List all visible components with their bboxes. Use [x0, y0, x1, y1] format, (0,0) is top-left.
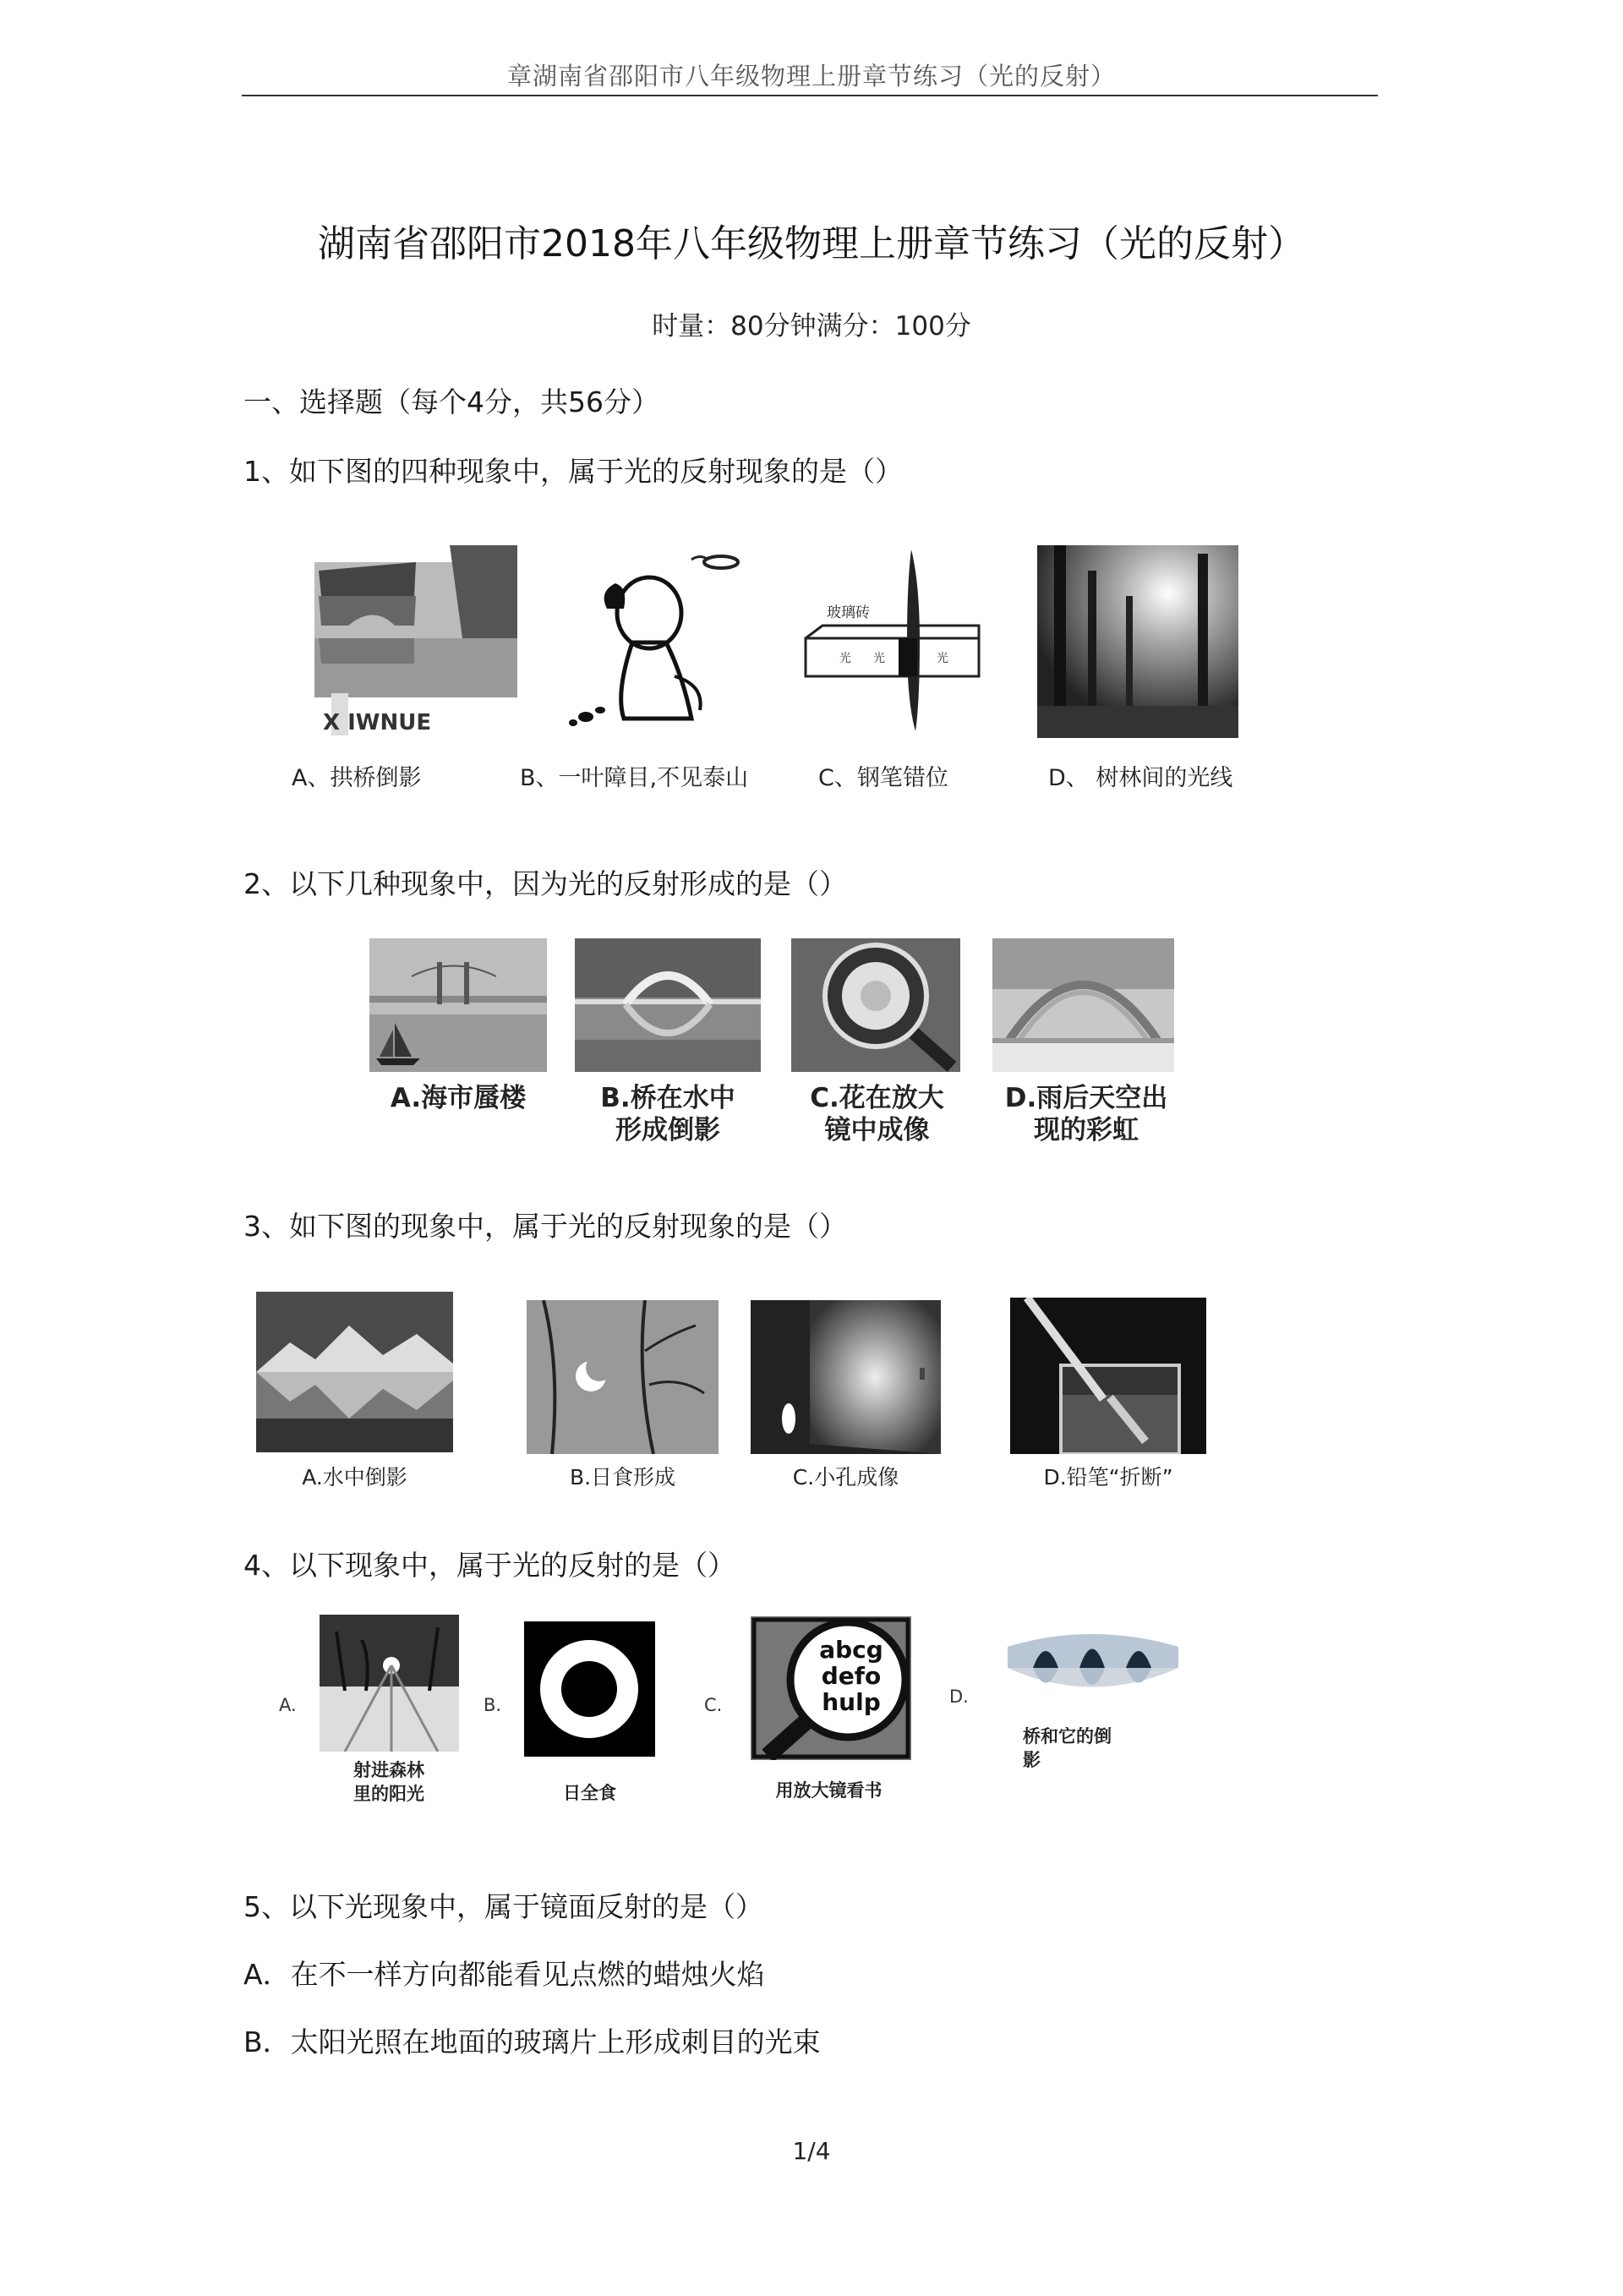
q1-image-glass-pen: [801, 549, 983, 731]
glass-brick-label: 玻璃砖: [827, 604, 870, 621]
q4-caption-d: [1023, 1725, 1192, 1772]
svg-text:光: 光: [937, 652, 948, 665]
q3-image-water-reflection: [256, 1292, 453, 1452]
q4-image-bridge-reflection: [999, 1621, 1187, 1714]
q2-image-magnifier-flower: [791, 938, 960, 1072]
magnifier-letters: [805, 1637, 898, 1715]
q2-option-b-line2: 形成倒影: [615, 1115, 720, 1145]
q4-letter-d: D.: [949, 1686, 969, 1707]
q1-option-b: B、一叶障目,不见泰山: [520, 765, 749, 791]
q2-option-c-line2: 镜中成像: [824, 1115, 930, 1145]
q3-image-pencil-water: [1010, 1298, 1206, 1454]
q3-image-pinhole: [751, 1300, 941, 1454]
exam-meta: 时量：80分钟满分：100分: [652, 311, 971, 342]
page-number: 1/4: [792, 2137, 831, 2165]
q4-caption-a-line2: 里的阳光: [353, 1784, 424, 1804]
q2-option-a: [352, 1082, 564, 1114]
q2-image-rainbow: [992, 938, 1174, 1072]
q5-option-a: A．在不一样方向都能看见点燃的蜡烛火焰: [243, 1958, 765, 1991]
document-title: 湖南省邵阳市2018年八年级物理上册章节练习（光的反射）: [318, 222, 1305, 265]
question-4-text: 4、以下现象中，属于光的反射的是（）: [243, 1549, 735, 1582]
q2-option-c-line1: C.花在放大: [810, 1083, 944, 1113]
q2-option-d-line1: D.雨后天空出: [1004, 1083, 1168, 1113]
section-heading: 一、选择题（每个4分，共56分）: [243, 385, 659, 418]
q2-option-a-line1: A.海市蜃楼: [390, 1083, 527, 1113]
q4-image-forest-sun: [320, 1615, 459, 1752]
magnifier-line-3: hulp: [822, 1688, 881, 1716]
q2-option-b: [575, 1082, 761, 1146]
q1-image-forest-light: [1037, 545, 1238, 738]
q2-option-d-line2: 现的彩虹: [1034, 1115, 1139, 1145]
q2-image-mirage: [369, 938, 547, 1072]
svg-text:光: 光: [839, 652, 851, 665]
q2-image-bridge-reflection: [575, 938, 761, 1072]
magnifier-line-1: abcg: [819, 1636, 883, 1664]
q4-caption-d-line1: 桥和它的倒: [1023, 1726, 1112, 1747]
magnifier-line-2: defo: [821, 1662, 882, 1690]
question-1-text: 1、如下图的四种现象中，属于光的反射现象的是（）: [243, 455, 903, 488]
q4-caption-c: [738, 1779, 920, 1802]
q3-option-c: C.小孔成像: [792, 1465, 899, 1490]
q4-caption-a: [304, 1758, 473, 1806]
q1-image-leaf-scholar: [565, 549, 742, 731]
q4-image-total-eclipse: [524, 1621, 655, 1757]
q3-option-d: D.铅笔“折断”: [1043, 1465, 1173, 1490]
q4-caption-d-line2: 影: [1023, 1750, 1041, 1770]
q4-caption-c-line1: 用放大镜看书: [775, 1780, 883, 1801]
q2-option-d: [981, 1082, 1192, 1146]
q1-image-arch-bridge: [314, 545, 517, 735]
q2-option-b-line1: B.桥在水中: [600, 1083, 735, 1113]
svg-text:光: 光: [873, 652, 885, 665]
question-2-text: 2、以下几种现象中，因为光的反射形成的是（）: [243, 867, 847, 900]
question-3-text: 3、如下图的现象中，属于光的反射现象的是（）: [243, 1210, 847, 1243]
q5-option-b: B．太阳光照在地面的玻璃片上形成刺目的光束: [243, 2025, 821, 2058]
q4-letter-c: C.: [704, 1695, 723, 1715]
question-5-text: 5、以下光现象中，属于镜面反射的是（）: [243, 1890, 763, 1923]
q4-caption-b: [507, 1781, 672, 1805]
running-header: 章湖南省邵阳市八年级物理上册章节练习（光的反射）: [506, 62, 1116, 90]
q3-option-a: A.水中倒影: [302, 1465, 407, 1490]
svg-text:X IWNUE: X IWNUE: [323, 710, 432, 735]
q2-option-c: [786, 1082, 968, 1146]
header-divider: [242, 95, 1378, 96]
q4-letter-a: A.: [279, 1695, 297, 1715]
q4-image-magnifier-book: [751, 1616, 911, 1760]
q4-caption-a-line1: 射进森林: [353, 1760, 424, 1780]
q1-option-d: D、 树林间的光线: [1048, 765, 1233, 791]
q4-letter-b: B.: [484, 1695, 502, 1715]
q4-caption-b-line1: 日全食: [563, 1783, 616, 1803]
q3-option-b: B.日食形成: [569, 1465, 676, 1490]
q1-option-a: A、拱桥倒影: [292, 765, 422, 791]
q1-option-c: C、钢笔错位: [818, 765, 948, 791]
q3-image-eclipse: [527, 1300, 719, 1454]
